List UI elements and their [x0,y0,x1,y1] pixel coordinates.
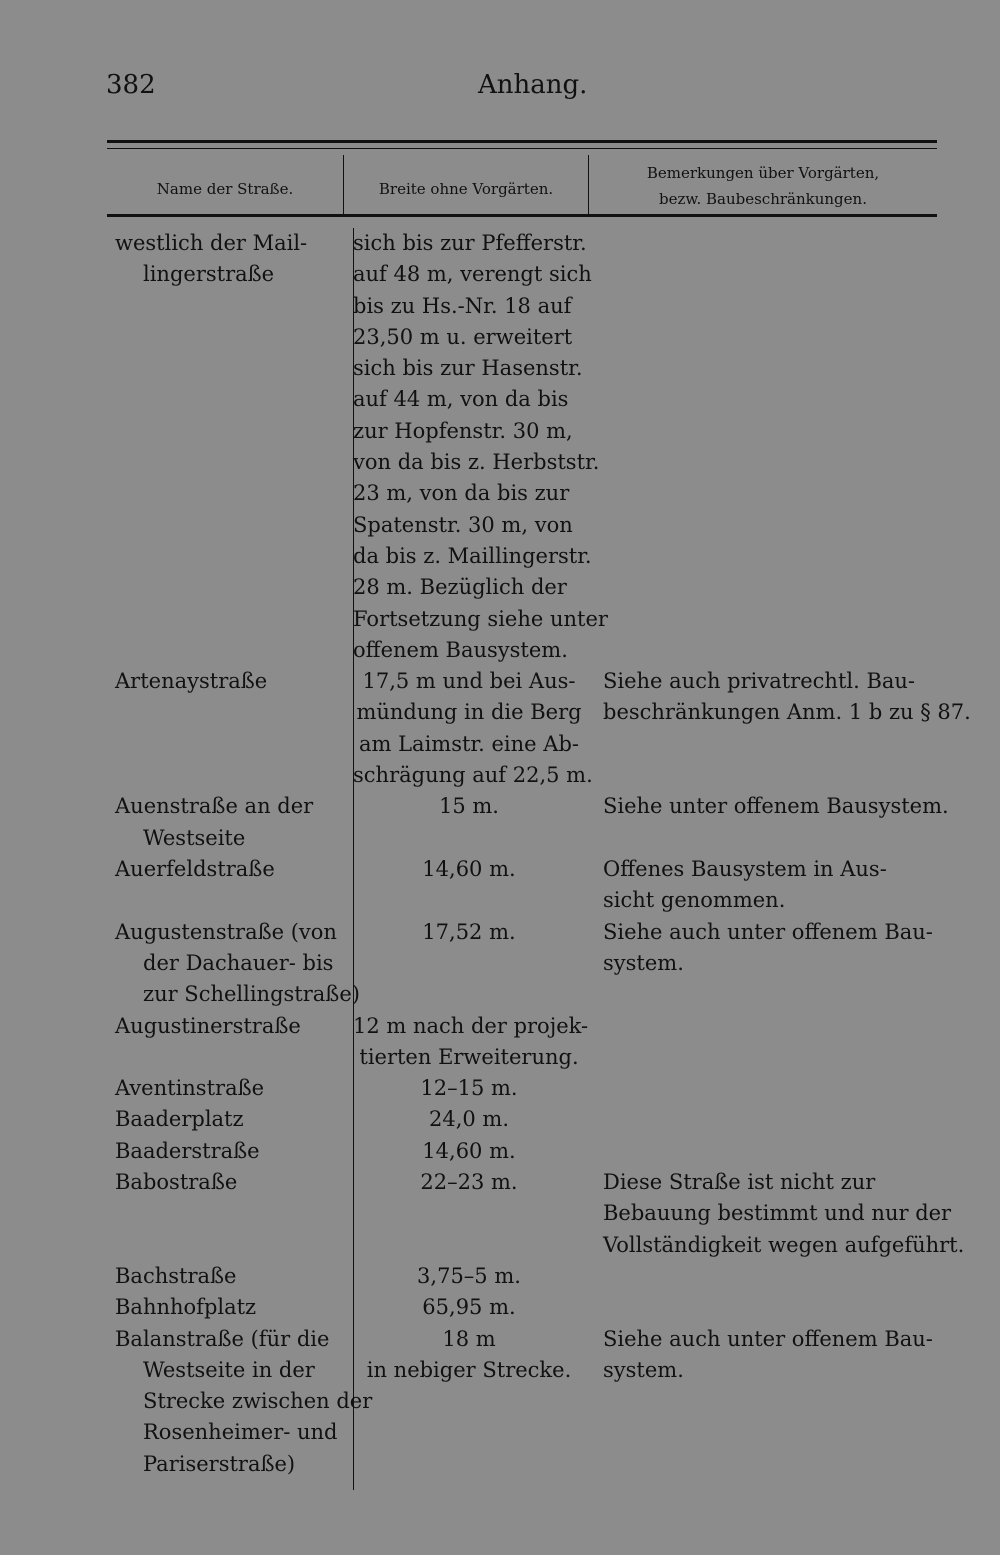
street-width [353,854,585,885]
cell-line: 15 m. [439,794,499,819]
street-width [353,1011,589,1074]
cell-line: Augustinerstraße [115,1013,301,1038]
street-name [115,1136,345,1167]
running-head: Anhang. [478,70,588,100]
cell-line: 18 m [442,1326,496,1351]
cell-line: bis zu Hs.-Nr. 18 auf [353,293,572,318]
street-width [353,1261,585,1292]
street-remarks [603,666,971,729]
cell-line: sicht genommen. [603,888,786,913]
street-name [115,1104,345,1135]
cell-line: Vollständigkeit wegen aufgeführt. [603,1232,965,1257]
cell-line: 17,52 m. [422,919,516,944]
street-name [115,1292,345,1323]
street-name [115,791,345,854]
street-name [115,1324,373,1480]
cell-line: schrägung auf 22,5 m. [353,763,593,788]
street-name [115,854,345,885]
cell-line: tierten Erweiterung. [359,1044,579,1069]
cell-line: 12 m nach der projek- [353,1013,589,1038]
cell-line: Auenstraße an der [115,794,314,819]
cell-line: Augustenstraße (von [115,919,337,944]
cell-line: Offenes Bausystem in Aus- [603,857,887,881]
cell-line: 14,60 m. [422,1138,516,1163]
cell-line: am Laimstr. eine Ab- [359,731,579,756]
street-name [115,1261,345,1292]
column-header-name: Name der Straße. [156,180,294,198]
cell-line: Strecke zwischen der [143,1389,373,1414]
street-width [353,1324,585,1387]
cell-line: Artenaystraße [115,669,268,694]
cell-line: Siehe auch privatrechtl. Bau- [603,669,916,694]
cell-line: Balanstraße (für die [115,1326,330,1351]
cell-line: Pariserstraße) [143,1451,296,1476]
cell-line: Siehe auch unter offenem Bau- [603,1326,933,1351]
cell-line: Aventinstraße [115,1076,265,1101]
cell-line: Diese Straße ist nicht zur [603,1170,876,1194]
street-width [353,1292,585,1323]
cell-line: 17,5 m und bei Aus- [362,669,576,694]
cell-line: in nebiger Strecke. [366,1357,572,1382]
cell-line: offenem Bausystem. [353,637,568,662]
cell-line: auf 44 m, von da bis [353,387,569,412]
street-width [353,228,608,666]
cell-line: Siehe auch unter offenem Bau- [603,919,933,944]
street-remarks [603,854,943,917]
cell-line: Bahnhofplatz [115,1295,257,1320]
cell-line: system. [603,950,684,975]
street-width [353,1104,585,1135]
street-name [115,917,360,1011]
street-name [115,1073,345,1104]
street-width [353,1136,585,1167]
cell-line: auf 48 m, verengt sich [353,262,592,287]
column-header-width: Breite ohne Vorgärten. [378,180,554,198]
cell-line: westlich der Mail- [115,231,308,255]
cell-line: sich bis zur Hasenstr. [353,356,583,381]
cell-line: lingerstraße [143,262,275,287]
cell-line: Rosenheimer- und [143,1420,338,1445]
street-width [353,917,585,948]
cell-line: Auerfeldstraße [115,857,275,881]
cell-line: Baaderplatz [115,1107,244,1132]
street-name [115,666,345,697]
cell-line: da bis z. Maillingerstr. [353,543,592,568]
cell-line: Spatenstr. 30 m, von [353,512,573,537]
cell-line: Bachstraße [115,1263,237,1288]
street-remarks [603,1167,965,1261]
cell-line: 14,60 m. [422,857,516,881]
cell-line: Baaderstraße [115,1138,260,1163]
cell-line: mündung in die Berg [356,700,582,725]
cell-line: 12–15 m. [420,1076,518,1101]
column-header-remarks: Bemerkungen über Vorgärten, bezw. Baubeschränkungen. [646,164,880,208]
cell-line: 65,95 m. [422,1295,516,1320]
page-number: 382 [106,70,156,100]
cell-line: 23,50 m u. erweitert [353,324,573,349]
cell-line: 23 m, von da bis zur [353,481,570,506]
street-name [115,1011,345,1042]
table-top-rule [107,140,937,143]
table-header-rule [107,214,937,217]
cell-line: 22–23 m. [420,1170,518,1194]
cell-line: 24,0 m. [428,1107,510,1132]
cell-line: der Dachauer- bis [143,950,334,975]
table-top-rule-2 [107,148,937,149]
street-remarks [603,791,949,822]
cell-line: 28 m. Bezüglich der [353,575,567,600]
cell-line: Bebauung bestimmt und nur der [603,1201,952,1226]
street-width [353,1073,585,1104]
cell-line: Babostraße [115,1170,238,1194]
cell-line: Westseite [143,825,246,850]
street-width [353,666,593,791]
street-name [115,1167,345,1198]
street-remarks [603,917,943,980]
street-name [115,228,345,291]
cell-line: sich bis zur Pfefferstr. [353,231,587,255]
cell-line: beschränkungen Anm. 1 b zu § 87. [603,700,971,725]
cell-line: 3,75–5 m. [417,1263,521,1288]
cell-line: zur Schellingstraße) [143,982,360,1007]
street-width [353,791,585,822]
street-remarks [603,1324,943,1387]
cell-line: zur Hopfenstr. 30 m, [353,418,573,443]
cell-line: Siehe unter offenem Bausystem. [603,794,949,819]
cell-line: Westseite in der [143,1357,315,1382]
cell-line: Fortsetzung siehe unter [353,606,608,631]
street-width [353,1167,585,1198]
cell-line: von da bis z. Herbststr. [353,450,600,475]
cell-line: system. [603,1357,684,1382]
